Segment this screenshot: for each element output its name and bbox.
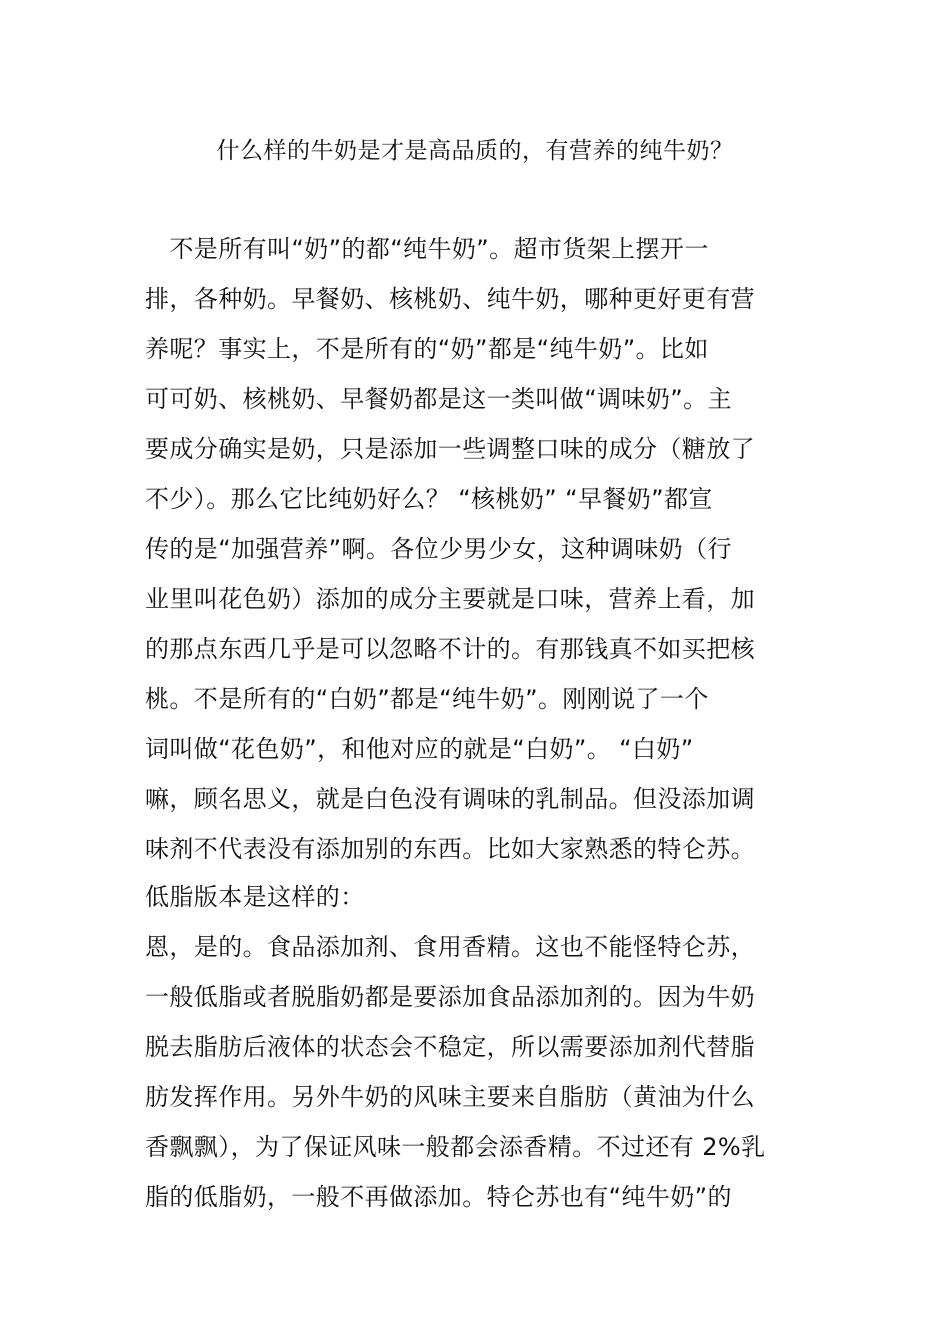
text-line: 嘛，顾名思义，就是白色没有调味的乳制品。但没添加调	[145, 785, 755, 813]
page-title: 什么样的牛奶是才是高品质的，有营养的纯牛奶？	[216, 138, 734, 164]
text-line: 低脂版本是这样的：	[145, 883, 365, 911]
text-line: 的那点东西几乎是可以忽略不计的。有那钱真不如买把核	[145, 635, 755, 663]
text-line: 桃。不是所有的“白奶”都是“纯牛奶”。刚刚说了一个	[145, 685, 709, 713]
text-line: 不少）。那么它比纯奶好么？ “核桃奶” “早餐奶”都宣	[145, 485, 713, 513]
text-line: 可可奶、核桃奶、早餐奶都是这一类叫做“调味奶”。主	[145, 385, 732, 413]
text-line: 传的是“加强营养”啊。各位少男少女，这种调味奶（行	[145, 535, 732, 563]
text-line: 词叫做“花色奶”，和他对应的就是“白奶”。 “白奶”	[145, 735, 694, 763]
text-line: 味剂不代表没有添加别的东西。比如大家熟悉的特仑苏。	[145, 835, 755, 863]
text-line: 恩，是的。食品添加剂、食用香精。这也不能怪特仑苏，	[145, 933, 755, 961]
text-line: 一般低脂或者脱脂奶都是要添加食品添加剂的。因为牛奶	[145, 983, 755, 1011]
text-line: 业里叫花色奶）添加的成分主要就是口味，营养上看，加	[145, 585, 755, 613]
text-line: 脱去脂肪后液体的状态会不稳定，所以需要添加剂代替脂	[145, 1033, 755, 1061]
text-line: 不是所有叫“奶”的都“纯牛奶”。超市货架上摆开一	[145, 235, 709, 263]
text-line: 肪发挥作用。另外牛奶的风味主要来自脂肪（黄油为什么	[145, 1083, 755, 1111]
text-line: 养呢？事实上，不是所有的“奶”都是“纯牛奶”。比如	[145, 335, 709, 363]
text-line: 香飘飘），为了保证风味一般都会添香精。不过还有 2%乳	[145, 1133, 766, 1161]
text-line: 要成分确实是奶，只是添加一些调整口味的成分（糖放了	[145, 435, 755, 463]
text-line: 脂的低脂奶，一般不再做添加。特仑苏也有“纯牛奶”的	[145, 1183, 732, 1211]
text-line: 排，各种奶。早餐奶、核桃奶、纯牛奶，哪种更好更有营	[145, 285, 755, 313]
